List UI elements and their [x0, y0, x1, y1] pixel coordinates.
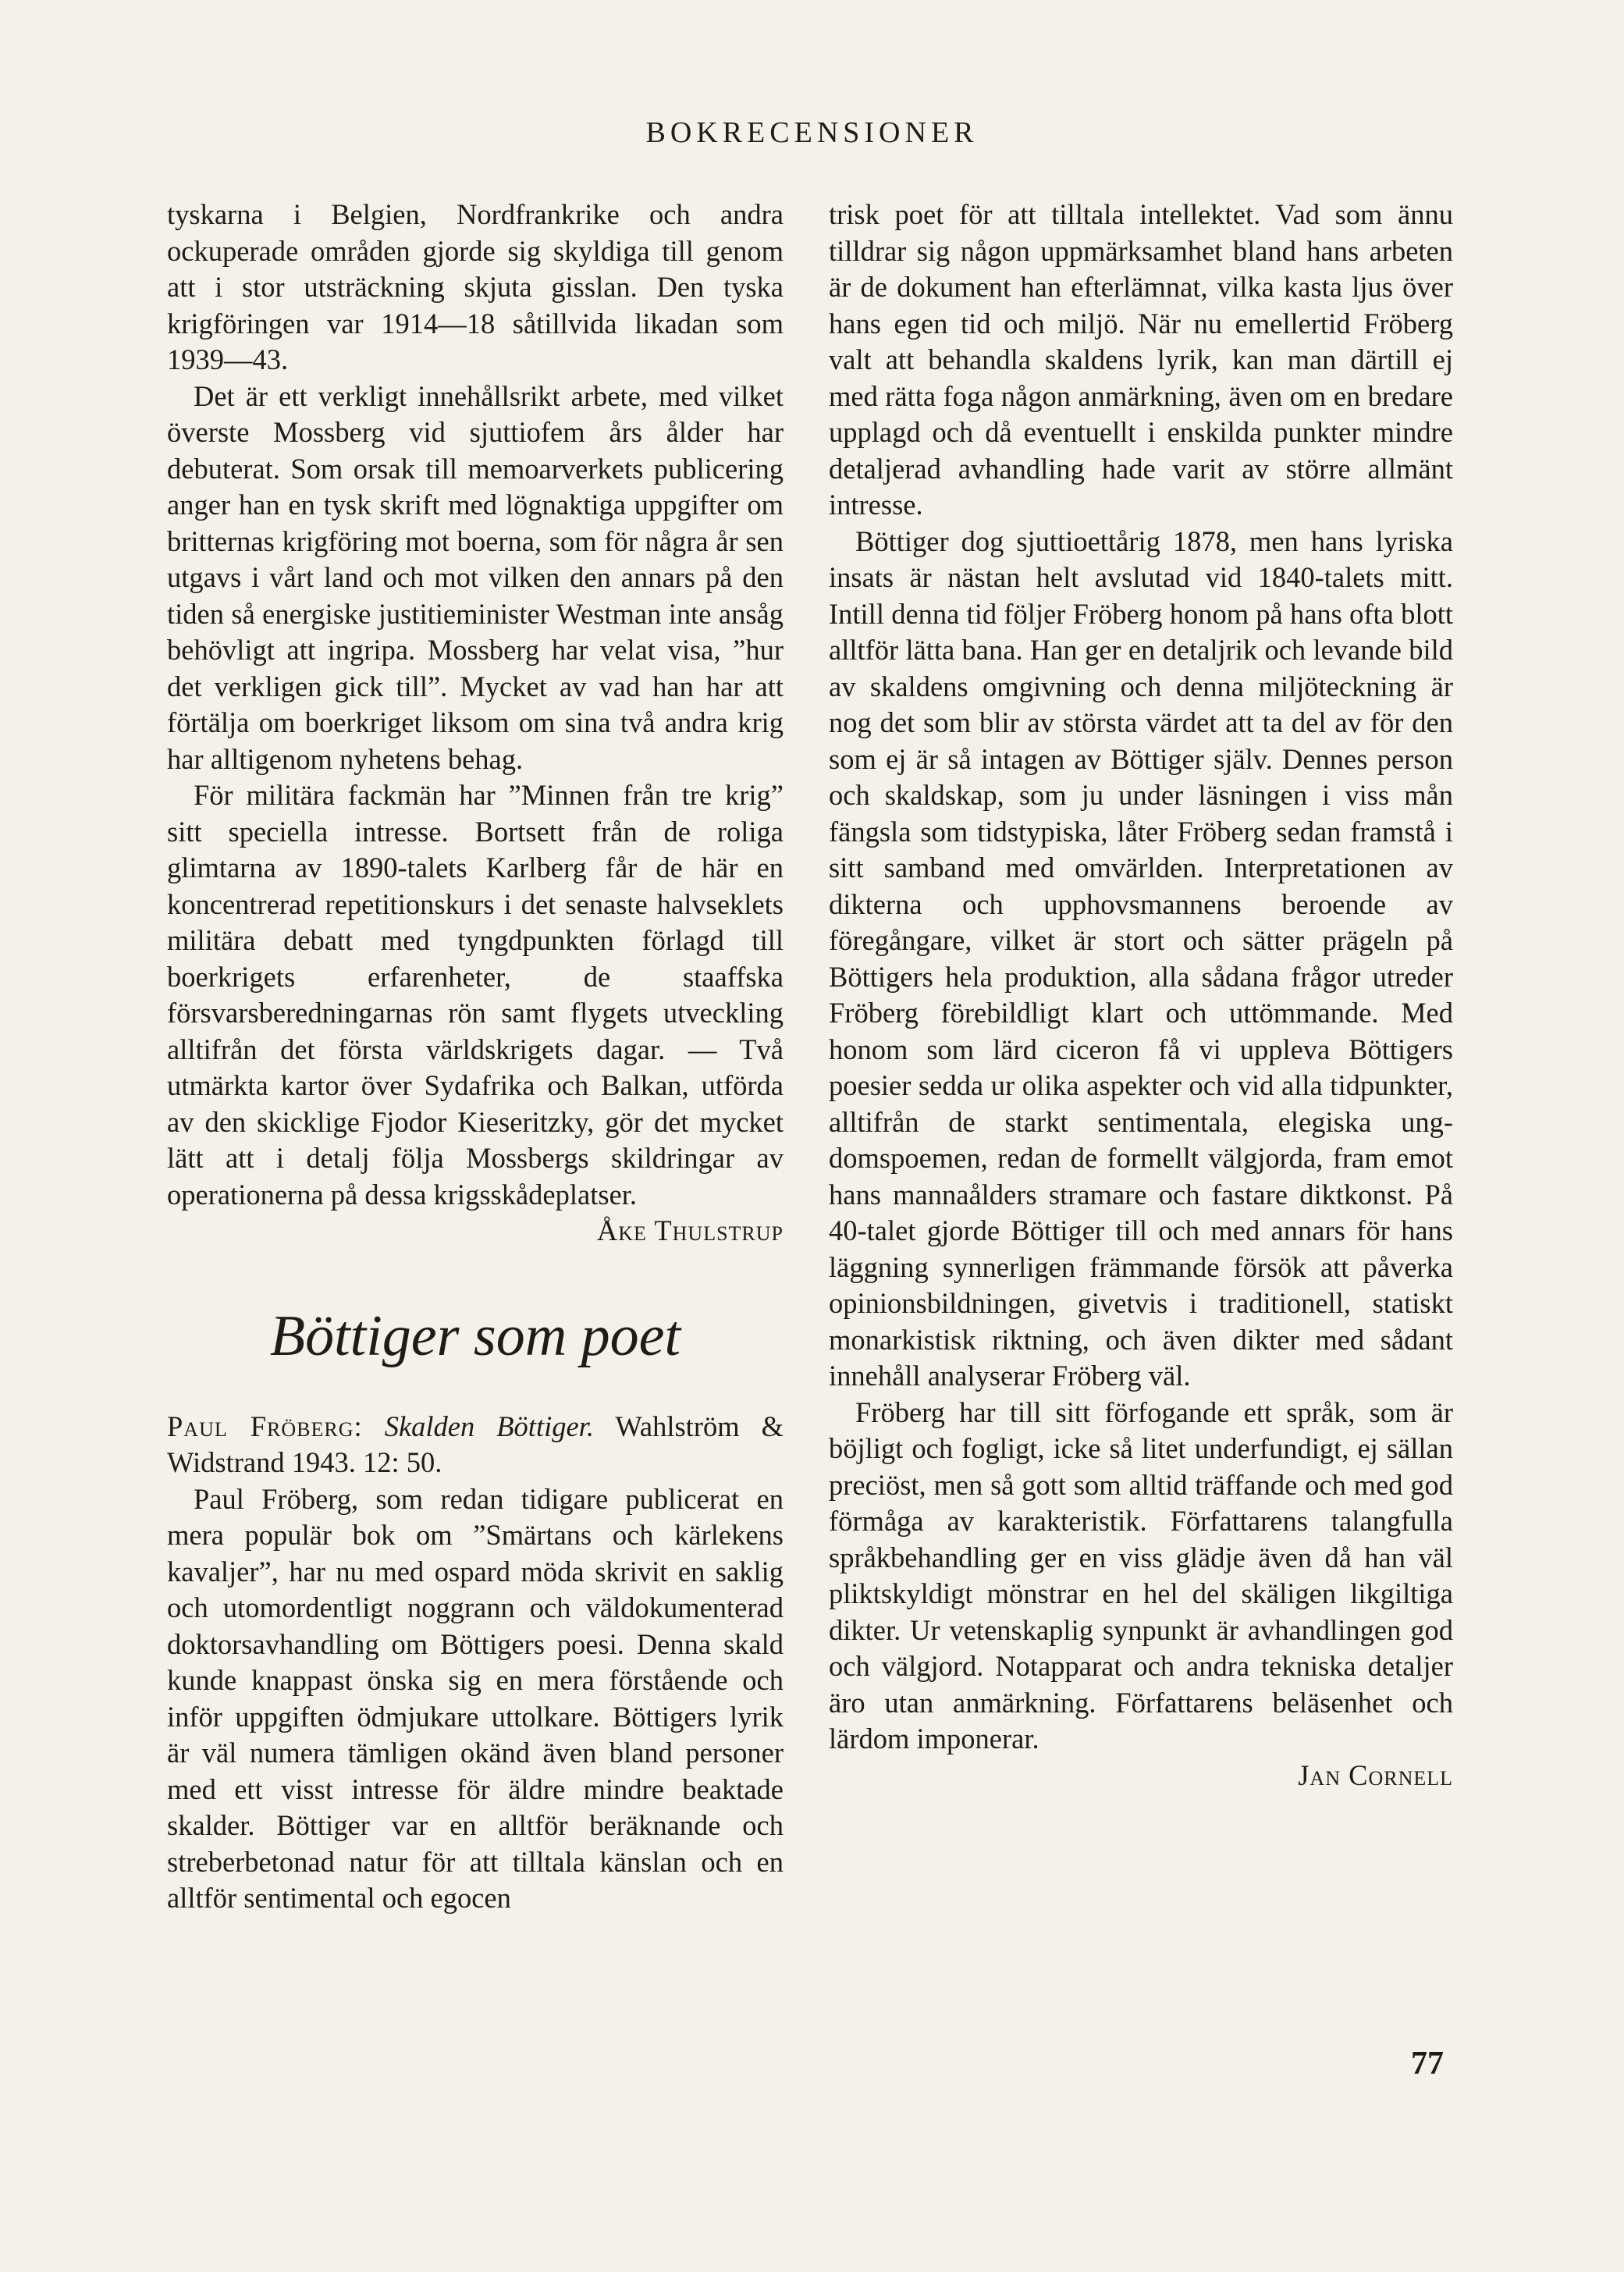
left-column	[167, 197, 784, 1917]
review1-paragraph-3: För militära fackmän har ”Minnen från tre krig” sitt speciella intresse. Bortsett från de roliga glimtarna av 1890-talets Karlberg får de här en koncentrerad repetitionskurs i det senaste halvseklets militära debatt med tyngdpunkten förlagd till boerkrigets erfarenheter, de staaffska försvarsberedningarnas rön samt flygets utveckling alltifrån det första världskrigets dagar. — Två utmärkta kartor över Sydafrika och Balkan, utförda av den skicklige Fjodor Kieseritzky, gör det mycket lätt att i detalj följa Mossbergs skildringar av operationerna på dessa krigsskådeplatser.	[167, 779, 784, 1211]
review1-signature: Åke Thulstrup	[596, 1214, 784, 1246]
article-title: Böttiger som poet	[269, 1303, 681, 1368]
review2-signature: Jan Cornell	[1298, 1758, 1453, 1791]
review2-paragraph-2: Böttiger dog sjuttioettårig 1878, men hans lyriska insats är nästan helt avslutad vid 1840-talets mitt. Intill denna tid följer Fröberg honom på hans ofta blott alltför lätta bana. Han ger en detaljrik och levande bild av skaldens omgivning och denna miljöteckning är nog det som blir av största värdet att ta del av för den som ej är så intagen av Böttiger själv. Dennes person och skaldskap, som ju under läsningen i viss mån fängsla som tidstypiska, låter Fröberg sedan framstå i sitt samband med omvärlden. Interpretationen av dikterna och upphovsmannens beroende av föregångare, vilket är stort och sätter prägeln på Böttigers hela produktion, alla sådana frågor utreder Fröberg förebildligt klart och uttömmande. Med honom som lärd ciceron få vi uppleva Böttigers poesier sedda ur olika aspekter och vid alla tidpunkter, alltifrån de starkt sentimentala, elegiska ungdomspoemen, redan de formellt välgjorda, fram emot hans mannaålders stramare och fastare diktkonst. På 40-talet gjorde Böttiger till och med annars för hans läggning synnerligen främmande försök att påverka opinionsbildningen, givetvis i traditionell, statiskt monarkistisk riktning, och även dikter med sådant innehåll analyserar Fröberg väl.	[829, 524, 1453, 1392]
bib-author: Paul Fröberg:	[167, 1410, 363, 1442]
page-number: 77	[1411, 2046, 1444, 2082]
review2-paragraph-1: Paul Fröberg, som redan tidigare publicerat en mera populär bok om ”Smärtans och kärlekens kavaljer”, har nu med ospard möda skrivit en saklig och utomordentligt noggrann och väldokumenterad doktorsavhandling om Böttigers poesi. Denna skald kunde knappast önska sig en mera förstående och inför uppgiften ödmjukare uttolkare. Böttigers lyrik är väl numera tämligen okänd även bland personer med ett visst intresse för äldre mindre beaktade skalder. Böttiger var en alltför beräknande och streberbetonad natur för att tilltala känslan och en alltför sentimental och egocen	[167, 1482, 784, 1914]
bib-book-title: Skalden Böttiger.	[384, 1410, 594, 1442]
bib-publisher: Wahlström & Widstrand 1943. 12: 50.	[167, 1410, 784, 1478]
review1-paragraph-2: Det är ett verkligt innehållsrikt arbete, med vilket överste Mossberg vid sjuttiofem års ålder har debuterat. Som orsak till memoarverkets publicering anger han en tysk skrift med lögnaktiga uppgifter om britternas krigföring mot boerna, som för några år sen utgavs i vårt land och mot vilken den annars på den tiden så energiske justitieminister Westman inte ansåg behövligt att ingripa. Mossberg har velat visa, ”hur det verkligen gick till”. Mycket av vad han har att förtälja om boerkriget liksom om sina två andra krig har alltigenom nyhetens behag.	[167, 379, 784, 775]
right-column	[829, 197, 1453, 1794]
review2-paragraph-3: Fröberg har till sitt förfogande ett språk, som är böjligt och fogligt, icke så litet underfundigt, ej sällan preciöst, men så gott som alltid träffande och med god förmåga av karakteristik. Författarens talangfulla språkbehandling ger en viss glädje även då han väl pliktskyldigt mönstrar en hel del skäligen likgiltiga dikter. Ur vetenskaplig synpunkt är avhandlingen god och välgjord. Notapparat och andra tekniska detaljer äro utan anmärkning. Författarens beläsenhet och lärdom imponerar.	[829, 1396, 1453, 1755]
running-head: BOKRECENSIONER	[645, 116, 979, 149]
review1-paragraph-1: tyskarna i Belgien, Nordfrankrike och andra ockuperade områden gjorde sig skyldiga till genom att i stor utsträckning skjuta gisslan. Den tyska krigföringen var 1914—18 såtillvida likadan som 1939—43.	[167, 198, 784, 375]
bibliographic-entry	[167, 1409, 784, 1481]
review2-paragraph-1-cont: trisk poet för att tilltala intellektet. Vad som ännu tilldrar sig någon uppmärksamhet bland hans arbeten är de dokument han efterlämnat, vilka kasta ljus över hans egen tid och miljö. När nu emellertid Fröberg valt att behandla skaldens lyrik, kan man därtill ej med rätta foga någon anmärkning, även om en bredare upplagd och då eventuellt i enskilda punkter mindre detaljerad avhandling hade varit av större allmänt intresse.	[829, 198, 1453, 521]
